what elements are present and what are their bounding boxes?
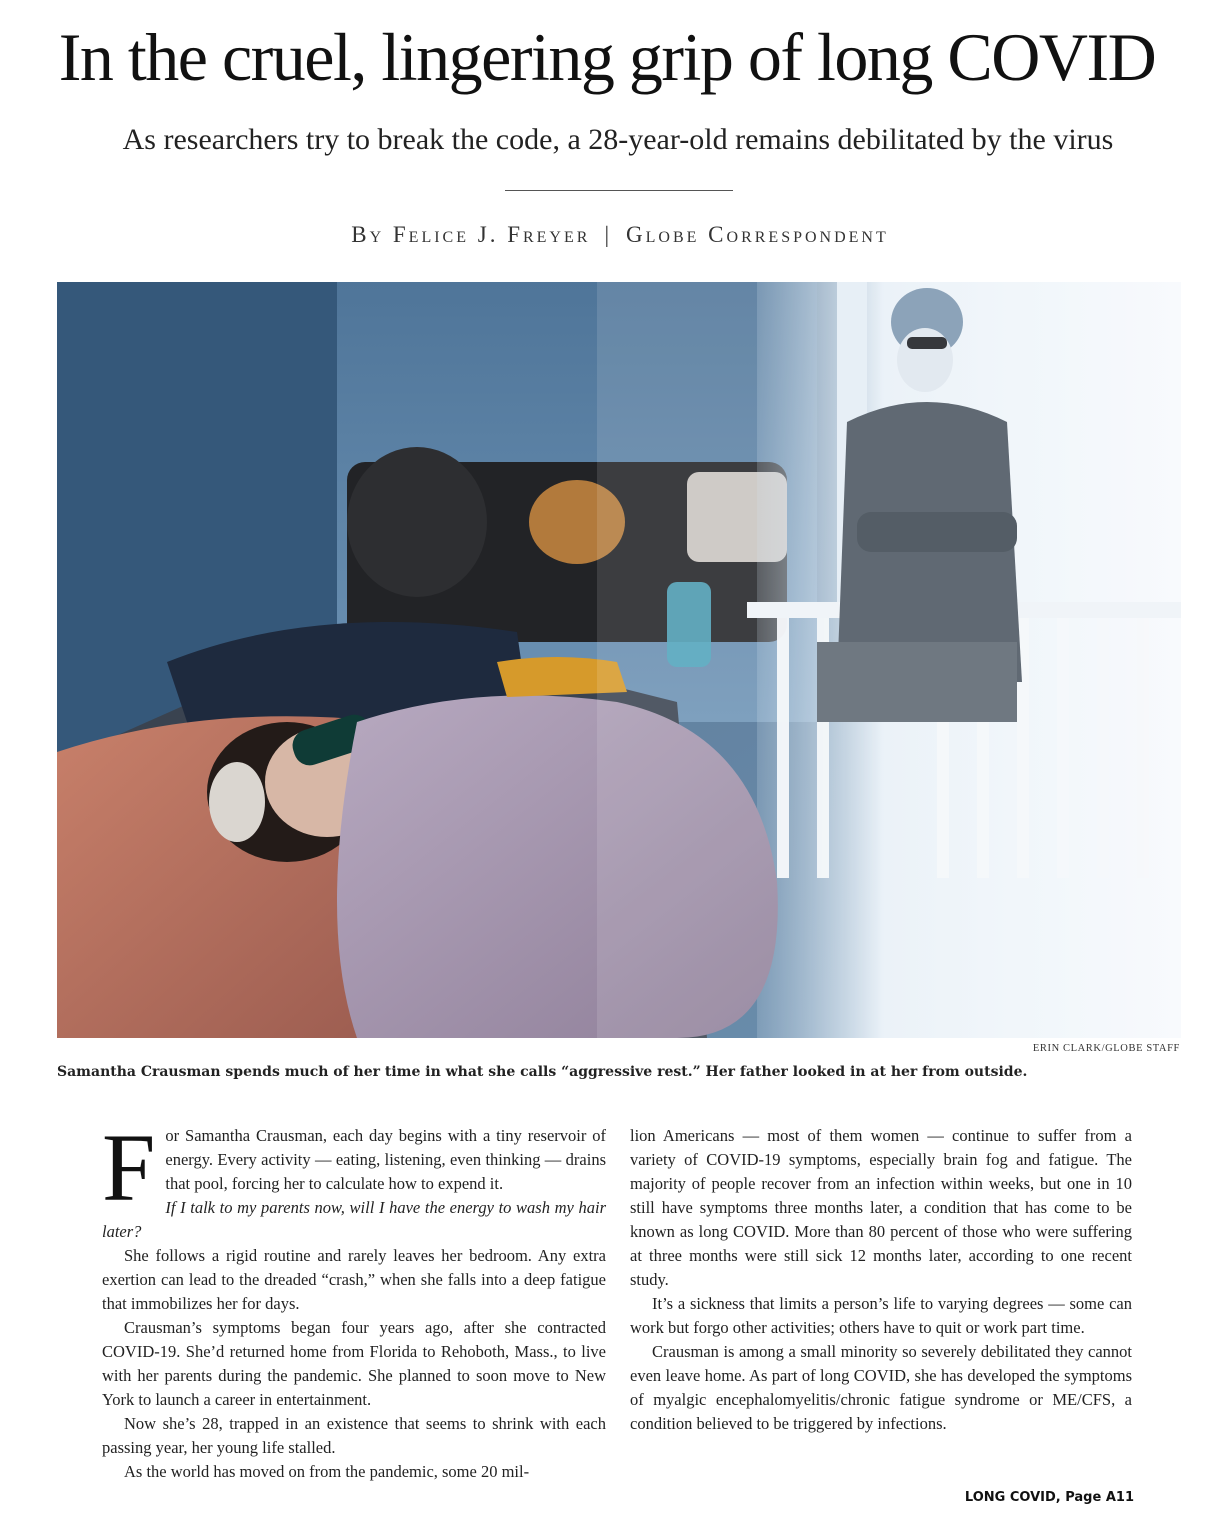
jump-link[interactable]: LONG COVID, Page A11 xyxy=(964,1490,1134,1505)
byline xyxy=(0,222,1214,248)
article-column-1 xyxy=(102,1114,606,1484)
paragraph-1-text: or Samantha Crausman, each day begins with a tiny reservoir of energy. Every activity — eating, listening, even thinking — drains that pool, forcing her to calculate how to expend it. xyxy=(165,1126,606,1193)
byline-author: By Felice J. Freyer xyxy=(351,222,591,247)
byline-role: Globe Correspondent xyxy=(626,222,889,247)
byline-separator: | xyxy=(604,222,613,247)
lead-photo-illustration xyxy=(57,282,1181,1038)
photo-credit: ERIN CLARK/GLOBE STAFF xyxy=(1032,1043,1180,1054)
paragraph: lion Americans — most of them women — continue to suffer from a variety of COVID-19 symptoms, especially brain fog and fatigue. The majority of people recover from an infection within weeks, but one in 10 still have symptoms three months later, a condition that has come to be known as long COVID. More than 80 percent of those who were suffering at three months were still sick 12 months later, according to one recent study. xyxy=(630,1126,1132,1289)
paragraph: As the world has moved on from the pandemic, some 20 mil- xyxy=(124,1462,530,1481)
headline: In the cruel, lingering grip of long COVID xyxy=(58,19,1156,95)
paragraph: Crausman’s symptoms began four years ago, after she contracted COVID-19. She’d returned home from Florida to Rehoboth, Mass., to live with her parents during the pandemic. She planned to soon move to New York to launch a career in entertainment. xyxy=(102,1318,606,1409)
paragraph: She follows a rigid routine and rarely leaves her bedroom. Any extra exertion can lead to the dreaded “crash,” when she falls into a deep fatigue that immobilizes her for days. xyxy=(102,1246,606,1313)
article-column-2 xyxy=(630,1124,1132,1436)
drop-cap: F xyxy=(102,1114,156,1221)
paragraph: Now she’s 28, trapped in an existence that seems to shrink with each passing year, her young life stalled. xyxy=(102,1414,606,1457)
paragraph: It’s a sickness that limits a person’s life to varying degrees — some can work but forgo other activities; others have to quit or work part time. xyxy=(630,1294,1132,1337)
subheadline: As researchers try to break the code, a 28-year-old remains debilitated by the virus xyxy=(122,123,1114,156)
photo-caption: Samantha Crausman spends much of her time in what she calls “aggressive rest.” Her father looked in at her from outside. xyxy=(57,1064,1028,1080)
divider-rule xyxy=(505,190,733,191)
paragraph: Crausman is among a small minority so severely debilitated they cannot even leave home. As part of long COVID, she has developed the symptoms of myalgic encephalomyelitis/chronic fatigue syndrome or ME/CFS, a condition believed to be triggered by infections. xyxy=(630,1342,1132,1433)
lead-photo xyxy=(57,282,1181,1038)
paragraph-italic: If I talk to my parents now, will I have the energy to wash my hair later? xyxy=(102,1198,606,1241)
